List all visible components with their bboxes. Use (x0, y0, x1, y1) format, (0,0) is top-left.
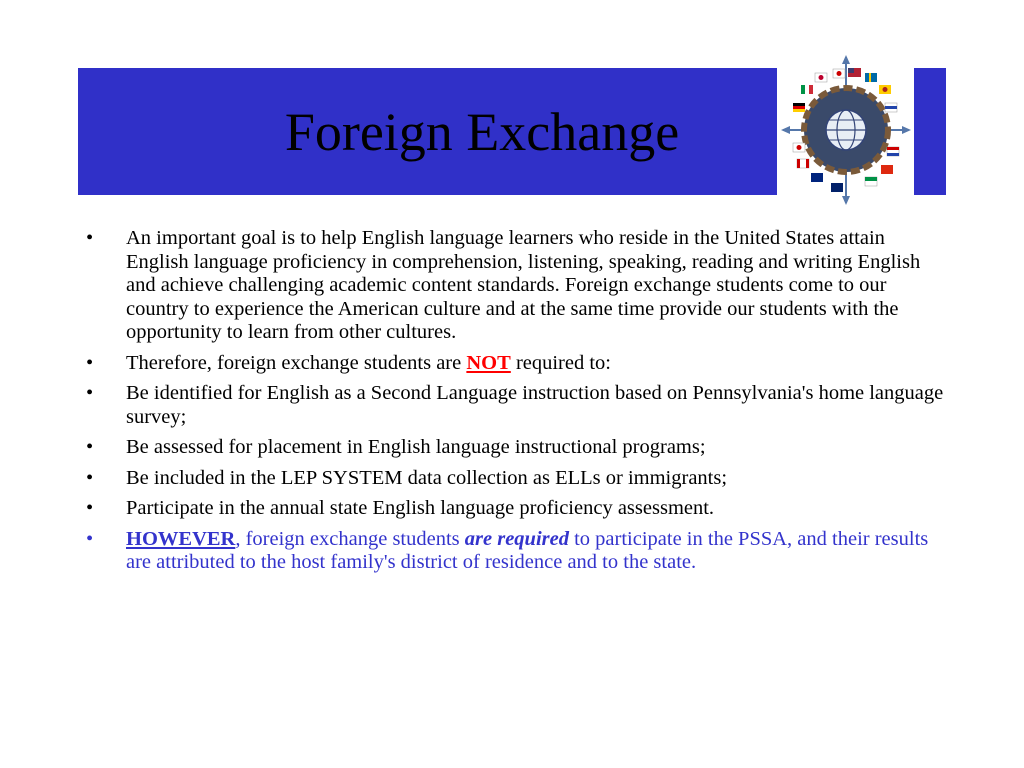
bullet-goal (86, 227, 946, 345)
logo (777, 50, 914, 210)
bullet-assessment (86, 497, 946, 521)
bullet-placement (86, 436, 946, 460)
bullet-text: Therefore, foreign exchange students are (126, 351, 467, 374)
bullet-text: Be identified for English as a Second Language instruction based on Pennsylvania's home language survey; (126, 382, 944, 428)
bullet-marker: • (86, 382, 94, 404)
bullet-esl (86, 382, 946, 429)
slide-title: Foreign Exchange (284, 101, 680, 162)
bullet-list (86, 227, 946, 582)
bullet-marker: • (86, 351, 94, 374)
bullet-text: Be assessed for placement in English language instructional programs; (126, 436, 706, 458)
bullet-marker: • (86, 436, 94, 458)
required-emphasis: are required (464, 527, 569, 550)
bullet-marker: • (86, 466, 94, 489)
bullet-marker: • (86, 497, 94, 519)
bullet-text: required to: (510, 351, 612, 374)
bullet-however (86, 528, 946, 575)
bullet-lep-system (86, 467, 946, 491)
not-emphasis: NOT (466, 351, 511, 374)
bullet-text: to participate in the PSSA, and their results are attributed to the host family's district of residence and to the state. (126, 527, 929, 573)
bullet-marker: • (86, 527, 94, 550)
however-emphasis: HOWEVER (126, 527, 236, 550)
world-flags-globe-logo (781, 55, 911, 205)
bullet-text: Participate in the annual state English language proficiency assessment. (126, 497, 715, 519)
bullet-marker: • (86, 227, 94, 249)
bullet-not-required (86, 352, 946, 376)
bullet-text: , foreign exchange students (235, 527, 465, 550)
bullet-text: An important goal is to help English language learners who reside in the United States attain English language proficiency in comprehension, listening, speaking, reading and writing English and achieve challenging academic content standards. Foreign exchange students come to our country to experience the American culture and at the same time provide our students with the opportunity to learn from other cultures. (126, 227, 921, 343)
bullet-text: Be included in the LEP SYSTEM data collection as ELLs or immigrants; (126, 466, 728, 489)
